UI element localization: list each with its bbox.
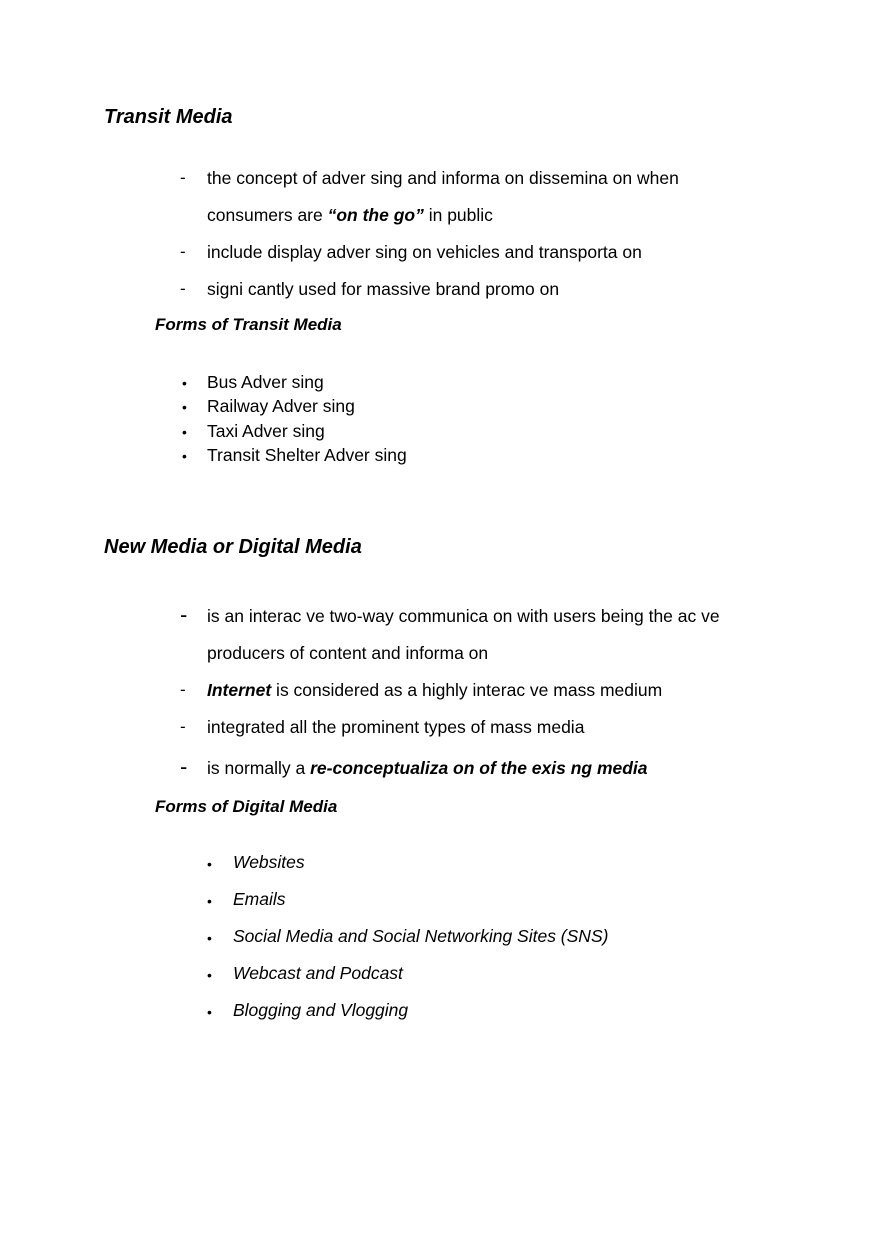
bullet-marker: • <box>182 399 187 415</box>
dash-marker: - <box>180 680 186 699</box>
section-heading-digital: New Media or Digital Media <box>104 536 362 558</box>
digital-form-item: Websites <box>233 852 305 872</box>
transit-point-brand: signi cantly used for massive brand promo on <box>207 279 560 299</box>
bullet-marker: • <box>182 375 187 391</box>
dash-marker: - <box>180 602 188 627</box>
bullet-marker: • <box>182 424 187 440</box>
bullet-marker: • <box>207 967 212 983</box>
bullet-marker: • <box>207 930 212 946</box>
dash-marker: - <box>180 168 186 187</box>
digital-forms-heading: Forms of Digital Media <box>155 797 338 816</box>
bullet-marker: • <box>207 856 212 872</box>
transit-forms-heading: Forms of Transit Media <box>155 315 342 334</box>
digital-form-item: Blogging and Vlogging <box>233 1000 409 1020</box>
digital-point-integrated: integrated all the prominent types of mass media <box>207 717 585 737</box>
bullet-marker: • <box>207 1004 212 1020</box>
digital-point-internet: Internet is considered as a highly interac ve mass medium <box>207 680 663 700</box>
digital-form-item: Webcast and Podcast <box>233 963 403 983</box>
dash-marker: - <box>180 717 186 736</box>
dash-marker: - <box>180 279 186 298</box>
section-heading-transit: Transit Media <box>104 106 233 128</box>
bullet-marker: • <box>182 448 187 464</box>
transit-form-item: Taxi Adver sing <box>207 421 325 441</box>
transit-form-item: Railway Adver sing <box>207 396 355 416</box>
dash-marker: - <box>180 242 186 261</box>
dash-marker: - <box>180 754 188 779</box>
transit-point-display: include display adver sing on vehicles and transporta on <box>207 242 642 262</box>
digital-form-item: Social Media and Social Networking Sites (SNS) <box>233 926 609 946</box>
transit-form-item: Bus Adver sing <box>207 372 324 392</box>
transit-definition-line-1: the concept of adver sing and informa on dissemina on when <box>207 168 679 188</box>
digital-point-reconceptualization: is normally a re-conceptualiza on of the exis ng media <box>207 758 648 778</box>
transit-form-item: Transit Shelter Adver sing <box>207 445 407 465</box>
digital-definition-line-2: producers of content and informa on <box>207 643 489 663</box>
bullet-marker: • <box>207 893 212 909</box>
digital-form-item: Emails <box>233 889 286 909</box>
digital-definition-line-1: is an interac ve two-way communica on with users being the ac ve <box>207 606 720 626</box>
transit-definition-line-2: consumers are “on the go” in public <box>207 205 493 225</box>
